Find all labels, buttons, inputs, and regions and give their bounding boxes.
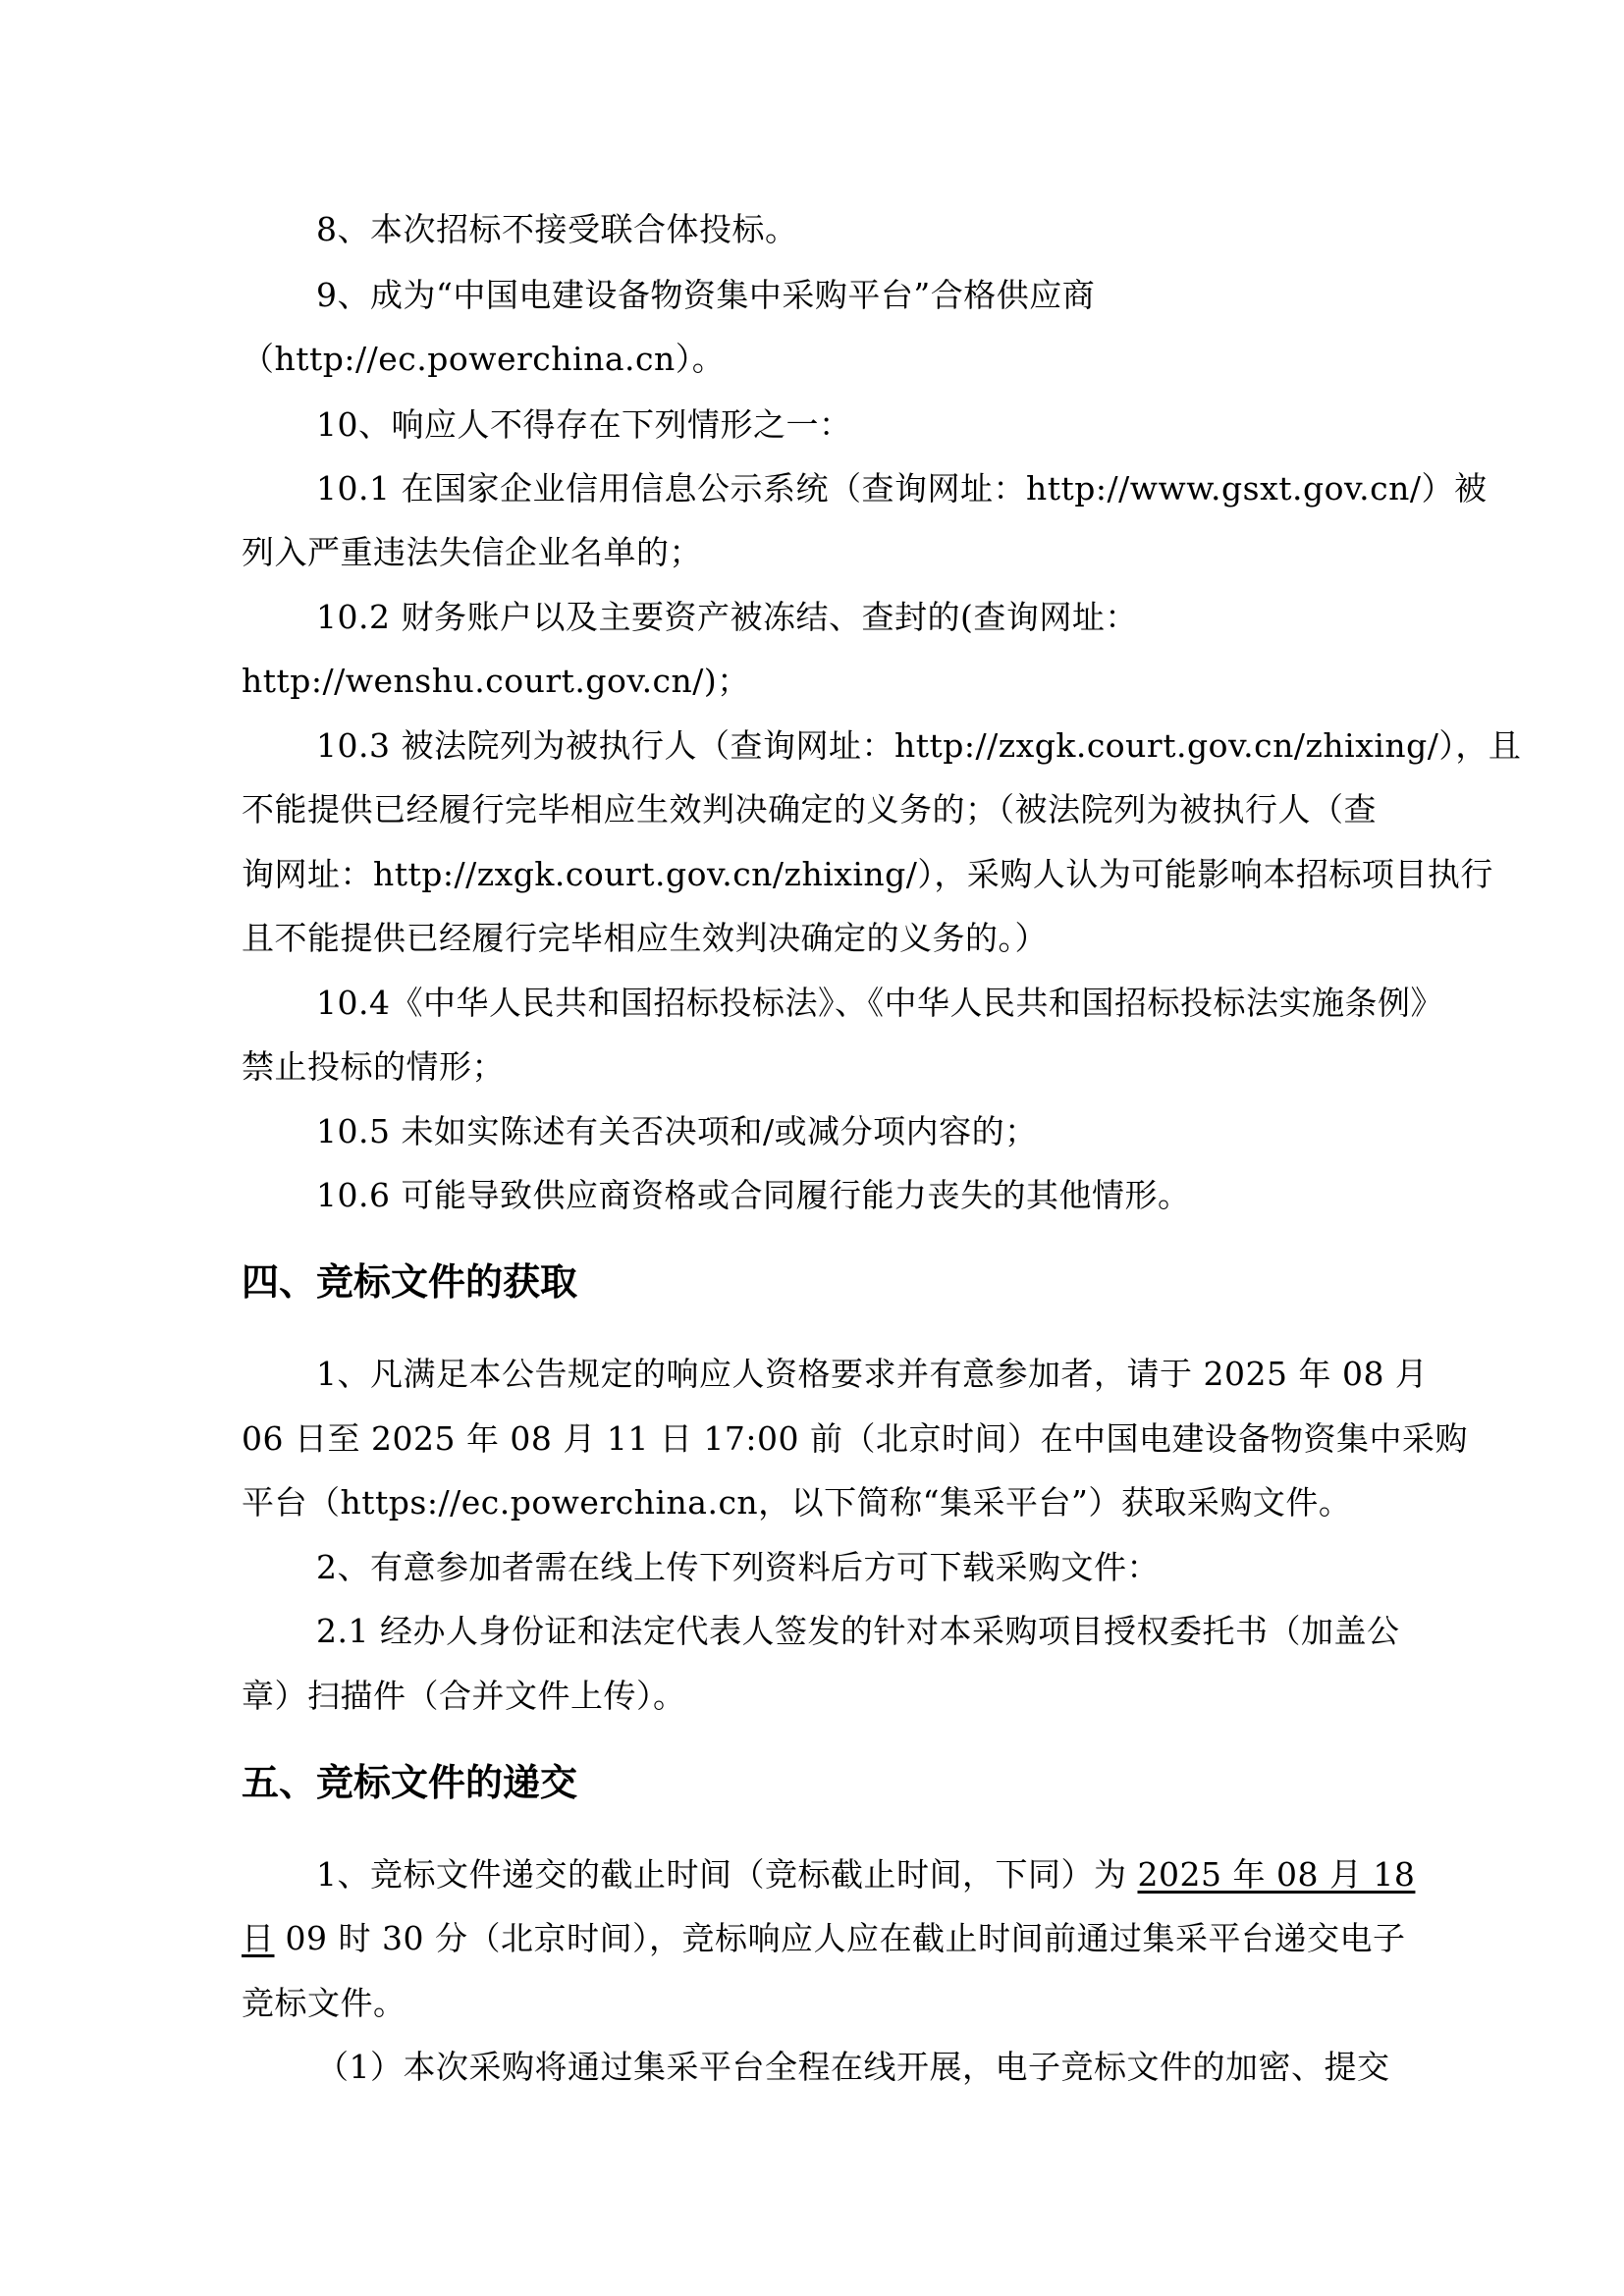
section-4-paragraph-1-line-1: 1、凡满足本公告规定的响应人资格要求并有意参加者，请于 2025 年 08 月 [316, 1355, 1429, 1393]
section-5-heading: 五、竞标文件的递交 [242, 1761, 578, 1804]
section-4-paragraph-1-line-3: 平台（https://ec.powerchina.cn，以下简称“集采平台”）获取采购文件。 [242, 1483, 1352, 1522]
paragraph-10-3-line-2: 不能提供已经履行完毕相应生效判决确定的义务的；（被法院列为被执行人（查 [242, 790, 1377, 828]
paragraph-10-3-line-1: 10.3 被法院列为被执行人（查询网址：http://zxgk.court.gov.cn/zhixing/），且 [316, 726, 1522, 765]
section-5-paragraph-1-line-1 [316, 1855, 1415, 1895]
section-4-paragraph-2-1-line-1: 2.1 经办人身份证和法定代表人签发的针对本采购项目授权委托书（加盖公 [316, 1612, 1400, 1650]
paragraph-10-5: 10.5 未如实陈述有关否决项和/或减分项内容的； [316, 1112, 1038, 1150]
deadline-lead-text: 1、竞标文件递交的截止时间（竞标截止时间，下同）为 [316, 1855, 1138, 1894]
paragraph-10-1-line-1: 10.1 在国家企业信用信息公示系统（查询网址：http://www.gsxt.gov.cn/）被 [316, 469, 1488, 507]
paragraph-10-2-line-2: http://wenshu.court.gov.cn/)； [242, 662, 750, 700]
deadline-date-underlined: 2025 年 08 月 18 [1137, 1855, 1416, 1894]
paragraph-10-6: 10.6 可能导致供应商资格或合同履行能力丧失的其他情形。 [316, 1176, 1191, 1214]
paragraph-10-3-line-4: 且不能提供已经履行完毕相应生效判决确定的义务的。） [242, 919, 1048, 957]
section-5-subitem-1: （1）本次采购将通过集采平台全程在线开展，电子竞标文件的加密、提交 [316, 2048, 1390, 2086]
deadline-day-underlined: 日 [242, 1919, 275, 1957]
paragraph-10: 10、响应人不得存在下列情形之一： [316, 405, 852, 444]
section-4-paragraph-1-line-2: 06 日至 2025 年 08 月 11 日 17:00 前（北京时间）在中国电建设备物资集中采购 [242, 1419, 1468, 1458]
paragraph-10-3-line-3: 询网址：http://zxgk.court.gov.cn/zhixing/），采购人认为可能影响本招标项目执行 [242, 855, 1493, 893]
deadline-time-text: 09 时 30 分（北京时间），竞标响应人应在截止时间前通过集采平台递交电子 [274, 1919, 1406, 1957]
paragraph-10-1-line-2: 列入严重违法失信企业名单的； [242, 533, 702, 571]
paragraph-8: 8、本次招标不接受联合体投标。 [316, 210, 798, 248]
section-5-paragraph-1-line-3: 竞标文件。 [242, 1984, 406, 2022]
section-4-paragraph-2-1-line-2: 章）扫描件（合并文件上传）。 [242, 1677, 686, 1715]
section-4-heading: 四、竞标文件的获取 [242, 1260, 578, 1304]
paragraph-9-line-1: 9、成为“中国电建设备物资集中采购平台”合格供应商 [316, 276, 1096, 314]
section-4-paragraph-2: 2、有意参加者需在线上传下列资料后方可下载采购文件： [316, 1548, 1160, 1586]
paragraph-10-4-line-1: 10.4《中华人民共和国招标投标法》、《中华人民共和国招标投标法实施条例》 [316, 984, 1443, 1022]
paragraph-10-4-line-2: 禁止投标的情形； [242, 1047, 505, 1086]
paragraph-10-2-line-1: 10.2 财务账户以及主要资产被冻结、查封的(查询网址： [316, 598, 1138, 636]
paragraph-9-line-2: （http://ec.powerchina.cn）。 [242, 340, 726, 378]
section-5-paragraph-1-line-2 [242, 1919, 1405, 1958]
